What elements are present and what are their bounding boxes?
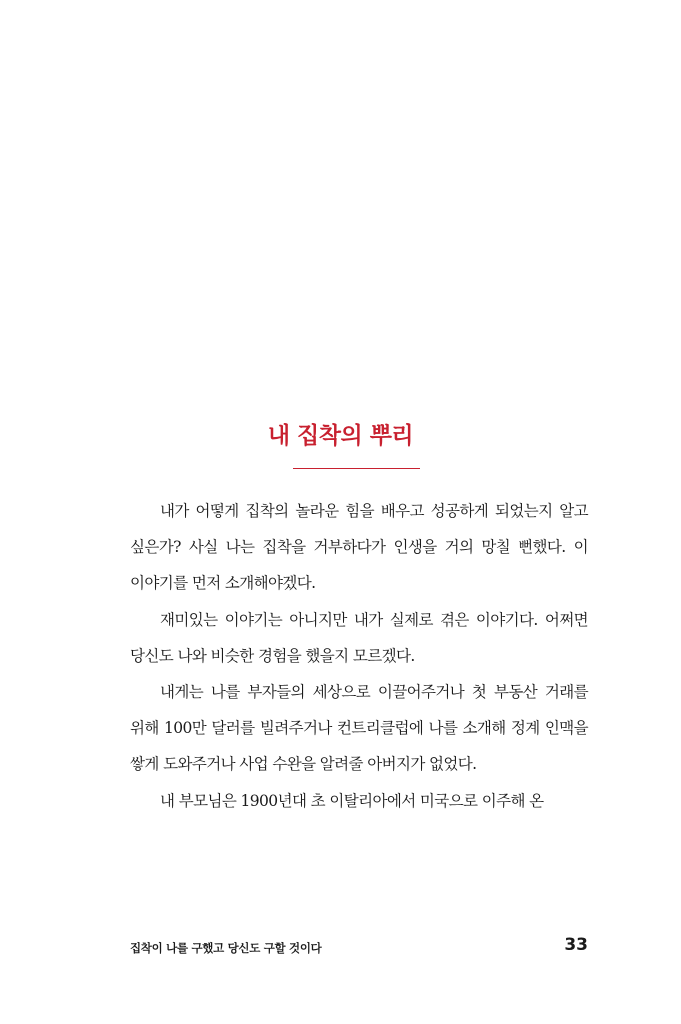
chapter-title: 내 집착의 뿌리 [267, 423, 414, 449]
paragraph: 내가 어떻게 집착의 놀라운 힘을 배우고 성공하게 되었는지 알고 싶은가? 사실 나는 집착을 거부하다가 인생을 거의 망칠 뻔했다. 이 이야기를 먼저 소개해야겠다. [130, 502, 588, 593]
running-footer-book-title: 집착이 나를 구했고 당신도 구할 것이다 [130, 941, 322, 955]
title-divider [293, 468, 420, 469]
page-number: 33 [564, 935, 588, 955]
body-text [130, 493, 588, 819]
paragraph: 내게는 나를 부자들의 세상으로 이끌어주거나 첫 부동산 거래를 위해 100만 달러를 빌려주거나 컨트리클럽에 나를 소개해 정계 인맥을 쌓게 도와주거나 사업 수완을 알려줄 아버지가 없었다. [130, 683, 588, 774]
paragraph: 재미있는 이야기는 아니지만 내가 실제로 겪은 이야기다. 어쩌면 당신도 나와 비슷한 경험을 했을지 모르겠다. [130, 610, 588, 665]
paragraph: 내 부모님은 1900년대 초 이탈리아에서 미국으로 이주해 온 [160, 791, 544, 810]
